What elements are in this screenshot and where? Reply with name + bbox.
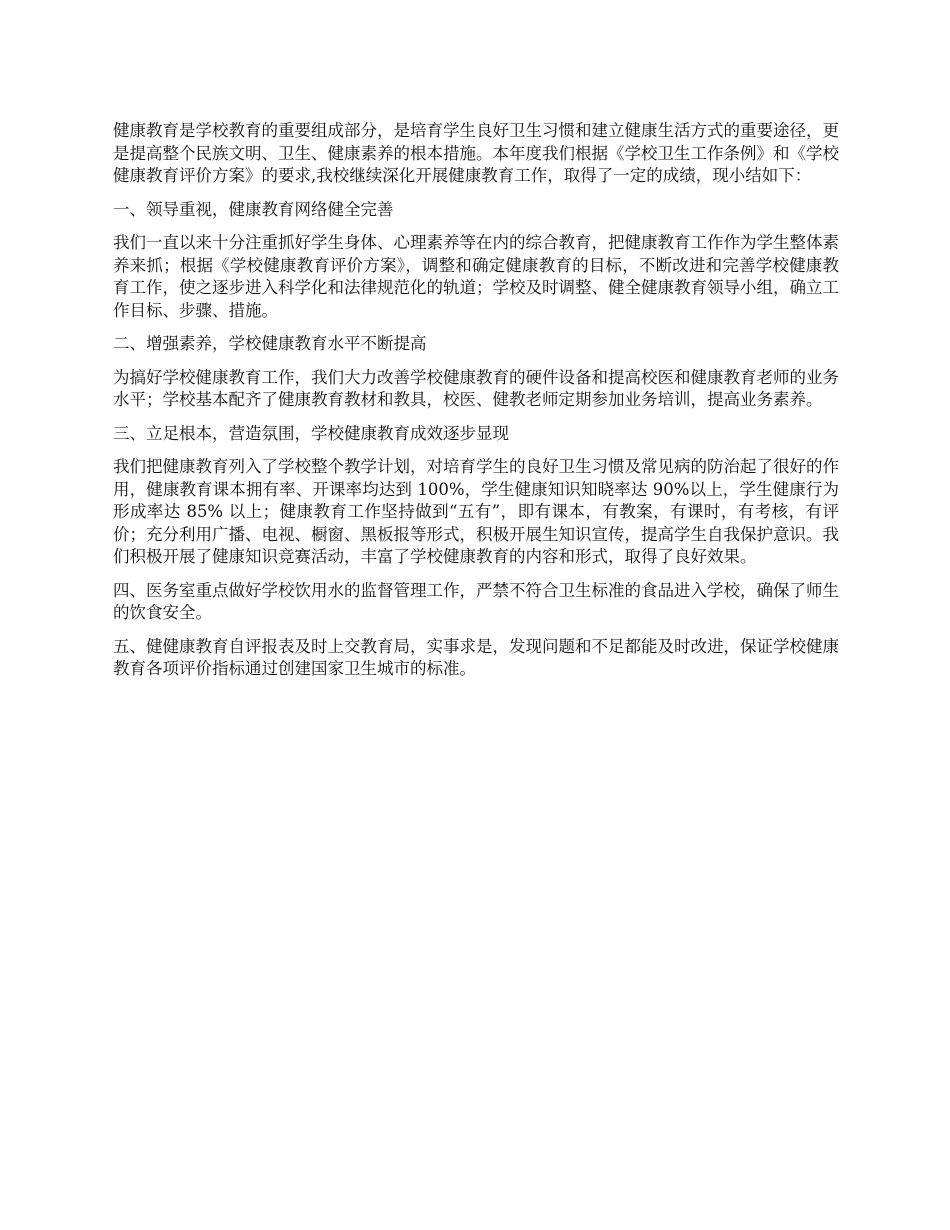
document-page xyxy=(113,120,839,692)
section-paragraph-4: 四、医务室重点做好学校饮用水的监督管理工作，严禁不符合卫生标准的食品进入学校，确保了师生的饮食安全。 xyxy=(113,580,839,622)
intro-paragraph: 健康教育是学校教育的重要组成部分，是培育学生良好卫生习惯和建立健康生活方式的重要途径，更是提高整个民族文明、卫生、健康素养的根本措施。本年度我们根据《学校卫生工作条例》和《学校健康教育评价方案》的要求,我校继续深化开展健康教育工作，取得了一定的成绩，现小结如下： xyxy=(113,121,839,185)
section-heading-1: 一、领导重视，健康教育网络健全完善 xyxy=(113,199,394,219)
section-heading-3: 三、立足根本，营造氛围，学校健康教育成效逐步显现 xyxy=(113,423,509,443)
section-body-1: 我们一直以来十分注重抓好学生身体、心理素养等在内的综合教育，把健康教育工作作为学生整体素养来抓；根据《学校健康教育评价方案》，调整和确定健康教育的目标，不断改进和完善学校健康教育工作，使之逐步进入科学化和法律规范化的轨道；学校及时调整、健全健康教育领导小组，确立工作目标、步骤、措施。 xyxy=(113,233,839,320)
section-heading-2: 二、增强素养，学校健康教育水平不断提高 xyxy=(113,334,427,353)
section-body-2: 为搞好学校健康教育工作，我们大力改善学校健康教育的硬件设备和提高校医和健康教育老师的业务水平；学校基本配齐了健康教育教材和教具，校医、健教老师定期参加业务培训，提高业务素养。 xyxy=(113,367,839,409)
section-paragraph-5: 五、健健康教育自评报表及时上交教育局，实事求是，发现问题和不足都能及时改进，保证学校健康教育各项评价指标通过创建国家卫生城市的标准。 xyxy=(113,636,839,678)
section-body-3: 我们把健康教育列入了学校整个教学计划，对培育学生的良好卫生习惯及常见病的防治起了很好的作用，健康教育课本拥有率、开课率均达到 100%，学生健康知识知晓率达 90%以上，学生健康行为形成率达 85% 以上；健康教育工作坚持做到“五有”，即有课本，有教案，有课时，有考核，有评价；充分利用广播、电视、橱窗、黑板报等形式，积极开展生知识宣传，提高学生自我保护意识。我们积极开展了健康知识竞赛活动，丰富了学校健康教育的内容和形式，取得了良好效果。 xyxy=(113,457,839,566)
